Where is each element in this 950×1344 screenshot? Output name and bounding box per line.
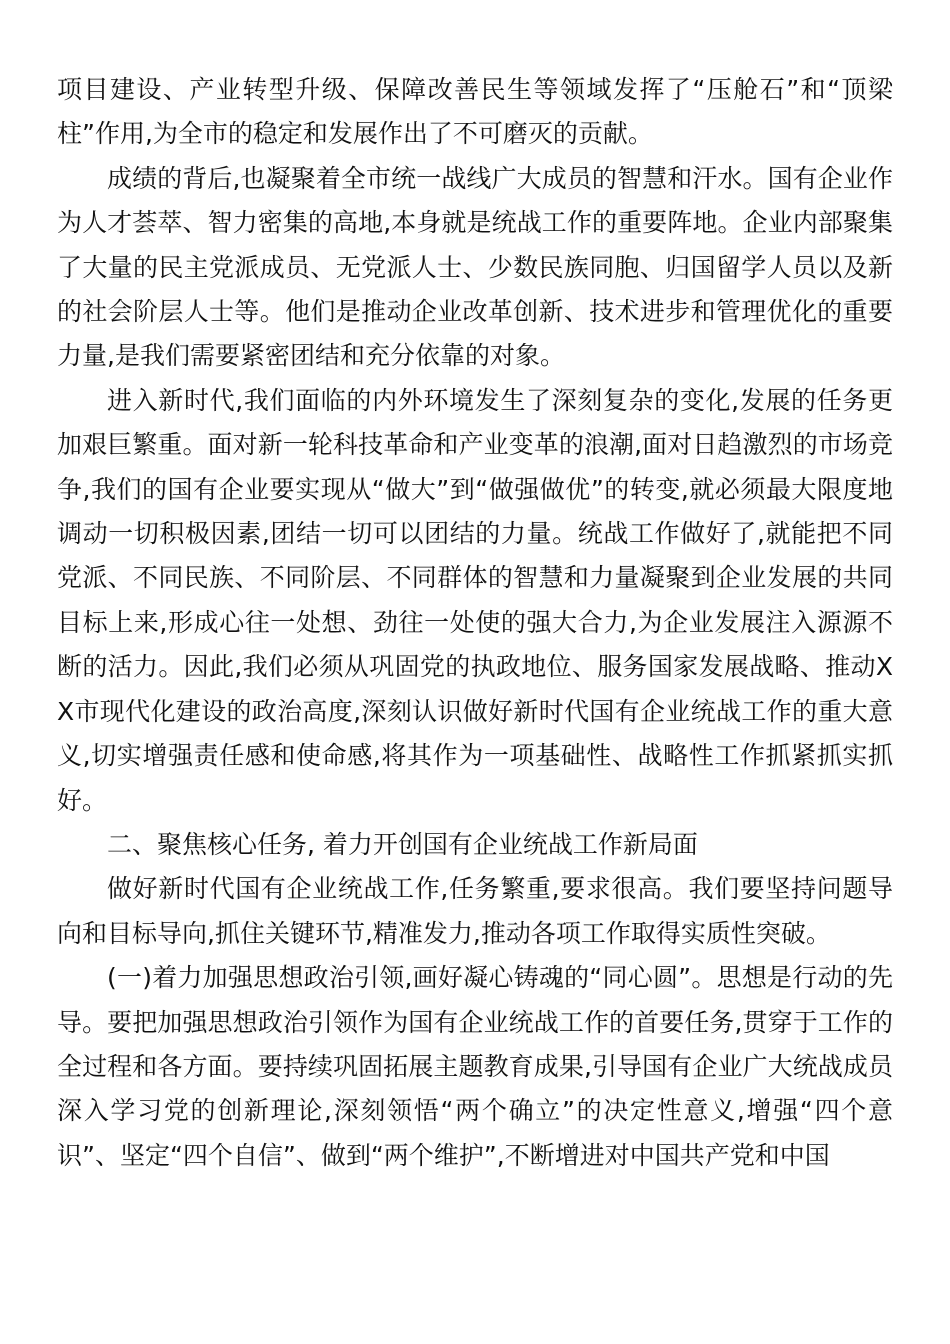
section-heading: 二、聚焦核心任务, 着力开创国有企业统战工作新局面 bbox=[107, 829, 698, 859]
paragraph-new-era: 进入新时代,我们面临的内外环境发生了深刻复杂的变化,发展的任务更加艰巨繁重。面对新一轮科技革命和产业变革的浪潮,面对日趋激烈的市场竞争,我们的国有企业要实现从“做大”到“做强做优”的转变,就必须最大限度地调动一切积极因素,团结一切可以团结的力量。统战工作做好了,就能把不同党派、不同民族、不同阶层、不同群体的智慧和力量凝聚到企业发展的共同目标上来,形成心往一处想、劲往一处使的强大合力,为企业发展注入源源不断的活力。因此,我们必须从巩固党的执政地位、服务国家发展战略、推动XX市现代化建设的政治高度,深刻认识做好新时代国有企业统战工作的重大意义,切实增强责任感和使命感,将其作为一项基础性、战略性工作抓紧抓实抓好。 bbox=[57, 385, 893, 815]
paragraph-item-one: (一)着力加强思想政治引领,画好凝心铸魂的“同心圆”。思想是行动的先导。要把加强思想政治引领作为国有企业统战工作的首要任务,贯穿于工作的全过程和各方面。要持续巩固拓展主题教育成果,引导国有企业广大统战成员深入学习党的创新理论,深刻领悟“两个确立”的决定性意义,增强“四个意识”、坚定“四个自信”、做到“两个维护”,不断增进对中国共产党和中国 bbox=[57, 963, 893, 1170]
document-page bbox=[57, 68, 893, 1178]
paragraph-continuation: 项目建设、产业转型升级、保障改善民生等领域发挥了“压舱石”和“顶梁柱”作用,为全市的稳定和发展作出了不可磨灭的贡献。 bbox=[57, 75, 893, 149]
paragraph-section-intro: 做好新时代国有企业统战工作,任务繁重,要求很高。我们要坚持问题导向和目标导向,抓住关键环节,精准发力,推动各项工作取得实质性突破。 bbox=[57, 874, 893, 948]
paragraph-achievements: 成绩的背后,也凝聚着全市统一战线广大成员的智慧和汗水。国有企业作为人才荟萃、智力密集的高地,本身就是统战工作的重要阵地。企业内部聚集了大量的民主党派成员、无党派人士、少数民族同胞、归国留学人员以及新的社会阶层人士等。他们是推动企业改革创新、技术进步和管理优化的重要力量,是我们需要紧密团结和充分依靠的对象。 bbox=[57, 163, 893, 371]
